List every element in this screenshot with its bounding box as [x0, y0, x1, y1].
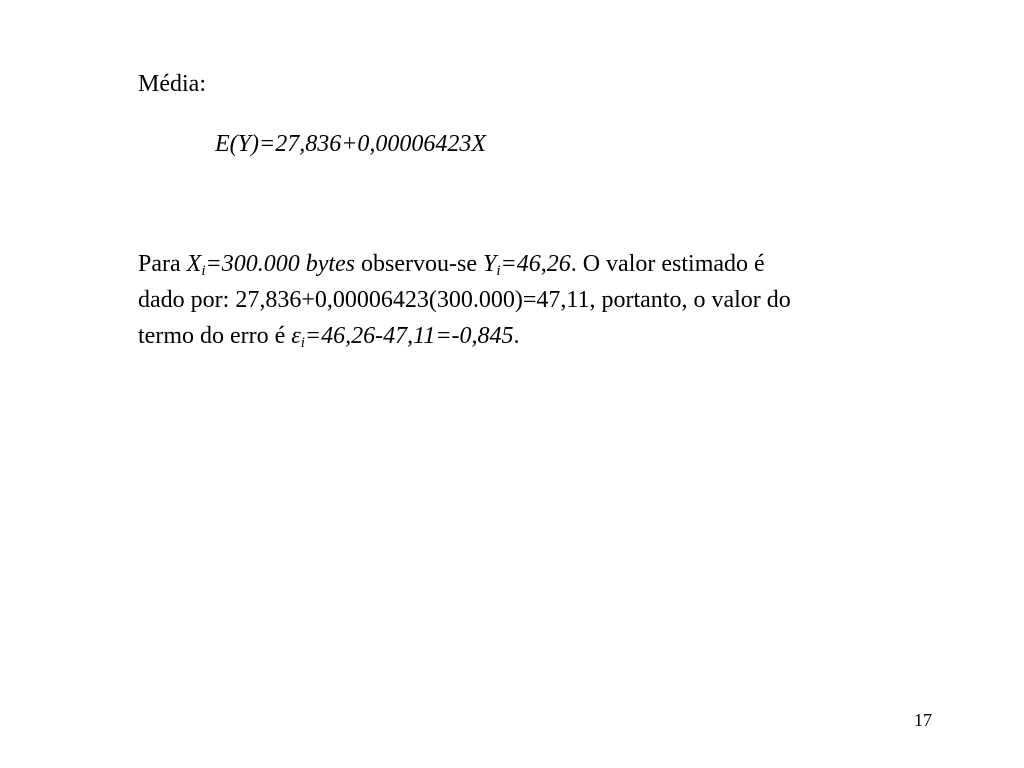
page-number: 17	[914, 710, 932, 730]
error-value: =46,26-47,11=-0,845	[304, 323, 514, 349]
text-valor-estimado: . O valor estimado é	[570, 251, 765, 277]
paragraph-line-1	[138, 246, 938, 282]
regression-formula: E(Y)=27,836+0,00006423X	[215, 131, 487, 157]
x-subscript: i	[201, 263, 206, 279]
x-symbol: X	[186, 251, 202, 277]
epsilon-subscript: i	[300, 335, 305, 351]
y-symbol: Y	[482, 251, 497, 277]
explanation-paragraph	[138, 246, 938, 354]
paragraph-line-3	[138, 318, 938, 354]
y-subscript: i	[496, 263, 501, 279]
section-heading: Média:	[138, 71, 206, 97]
epsilon-symbol: ε	[291, 323, 301, 349]
text-period: .	[513, 323, 520, 349]
x-value: =300.000 bytes	[205, 251, 356, 277]
text-observou: observou-se	[355, 251, 483, 277]
text-para: Para	[138, 251, 187, 277]
y-value: =46,26	[500, 251, 571, 277]
text-termo-do-erro: termo do erro é	[138, 323, 292, 349]
paragraph-line-2: dado por: 27,836+0,00006423(300.000)=47,11, portanto, o valor do	[138, 287, 791, 313]
